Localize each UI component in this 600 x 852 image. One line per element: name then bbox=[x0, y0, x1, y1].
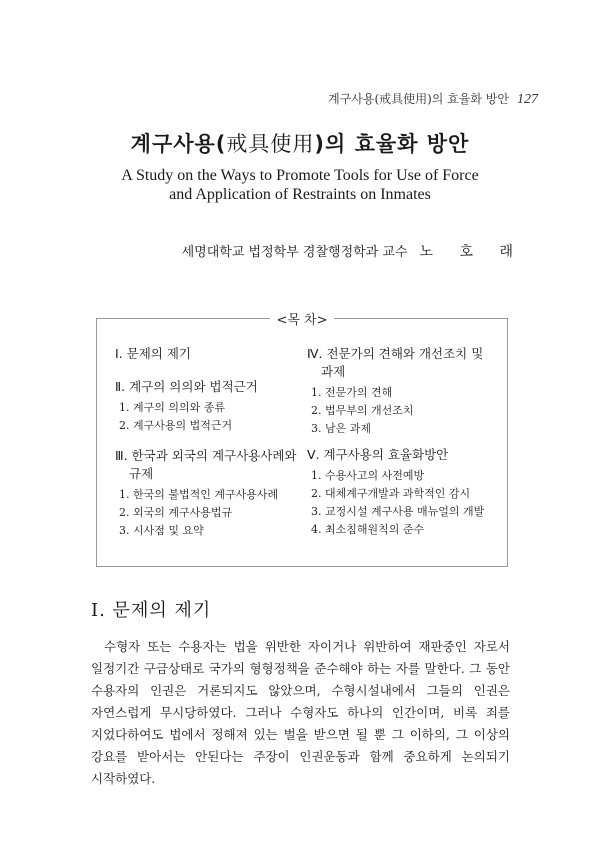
toc-item: 3. 시사점 및 요약 bbox=[119, 524, 204, 537]
running-head-title: 계구사용(戒具使用)의 효율화 방안 bbox=[328, 92, 509, 106]
table-of-contents bbox=[96, 313, 508, 567]
toc-right-column bbox=[307, 345, 497, 539]
toc-item: 2. 계구사용의 법적근거 bbox=[119, 419, 233, 432]
author-affiliation: 세명대학교 법정학부 경찰행정학과 교수 bbox=[181, 245, 408, 260]
title-hanja: 戒具使用 bbox=[226, 132, 315, 156]
toc-section-4: Ⅳ. 전문가의 견해와 개선조치 및 과제 bbox=[307, 346, 484, 379]
toc-title: <목 차> bbox=[97, 309, 507, 328]
toc-item: 2. 대체계구개발과 과학적인 감시 bbox=[311, 487, 471, 500]
body-paragraph: 수형자 또는 수용자는 법을 위반한 자이거나 위반하여 재판중인 자로서 일정기간 구금상태로 국가의 형형정책을 준수해야 하는 자를 말한다. 그 동안 수용자의 인권은 거론되지도 않았으며, 수형시설내에서 그들의 인권은 자연스럽게 무시당하였다. 그러나 수형자도 하나의 인간이며, 비록 죄를 지었다하여도 법에서 정해져 있는 벌을 받으면 될 뿐 그 이하의, 그 이상의 강요를 받아서는 안된다는 주장이 인권운동과 함께 중요하게 논의되기 시작하였다. bbox=[91, 639, 510, 786]
toc-item: 1. 수용사고의 사전예방 bbox=[311, 469, 425, 482]
toc-section-2: Ⅱ. 계구의 의의와 법적근거 bbox=[115, 379, 258, 394]
toc-section-5: Ⅴ. 계구사용의 효율화방안 bbox=[307, 447, 449, 462]
author-line bbox=[182, 241, 524, 261]
toc-item: 3. 남은 과제 bbox=[311, 422, 371, 435]
paper-title bbox=[0, 128, 600, 158]
toc-item: 2. 법무부의 개선조치 bbox=[311, 404, 414, 417]
author-name: 노 호 래 bbox=[419, 244, 524, 260]
toc-left-column bbox=[115, 345, 300, 540]
section-heading: Ⅰ. 문제의 제기 bbox=[91, 600, 212, 621]
toc-item: 4. 최소침해원칙의 준수 bbox=[311, 523, 425, 536]
title-part-1: 계구사용( bbox=[130, 132, 227, 156]
toc-item: 1. 전문가의 견해 bbox=[311, 386, 393, 399]
toc-section-1: Ⅰ. 문제의 제기 bbox=[115, 346, 191, 361]
running-head bbox=[328, 90, 538, 108]
subtitle-line-2: and Application of Restraints on Inmates bbox=[169, 186, 431, 203]
subtitle-line-1: A Study on the Ways to Promote Tools for Use of Force bbox=[121, 167, 479, 184]
title-part-2: )의 효율화 방안 bbox=[314, 132, 470, 156]
page-number: 127 bbox=[517, 92, 538, 107]
toc-section-3: Ⅲ. 한국과 외국의 계구사용사례와 규제 bbox=[115, 448, 297, 481]
toc-item: 1. 한국의 불법적인 계구사용사례 bbox=[119, 488, 279, 501]
toc-item: 3. 교정시설 계구사용 매뉴얼의 개발 bbox=[311, 505, 485, 518]
toc-item: 2. 외국의 계구사용법규 bbox=[119, 506, 233, 519]
toc-item: 1. 계구의 의의와 종류 bbox=[119, 401, 225, 414]
english-subtitle bbox=[0, 166, 600, 204]
body-text bbox=[91, 636, 510, 790]
